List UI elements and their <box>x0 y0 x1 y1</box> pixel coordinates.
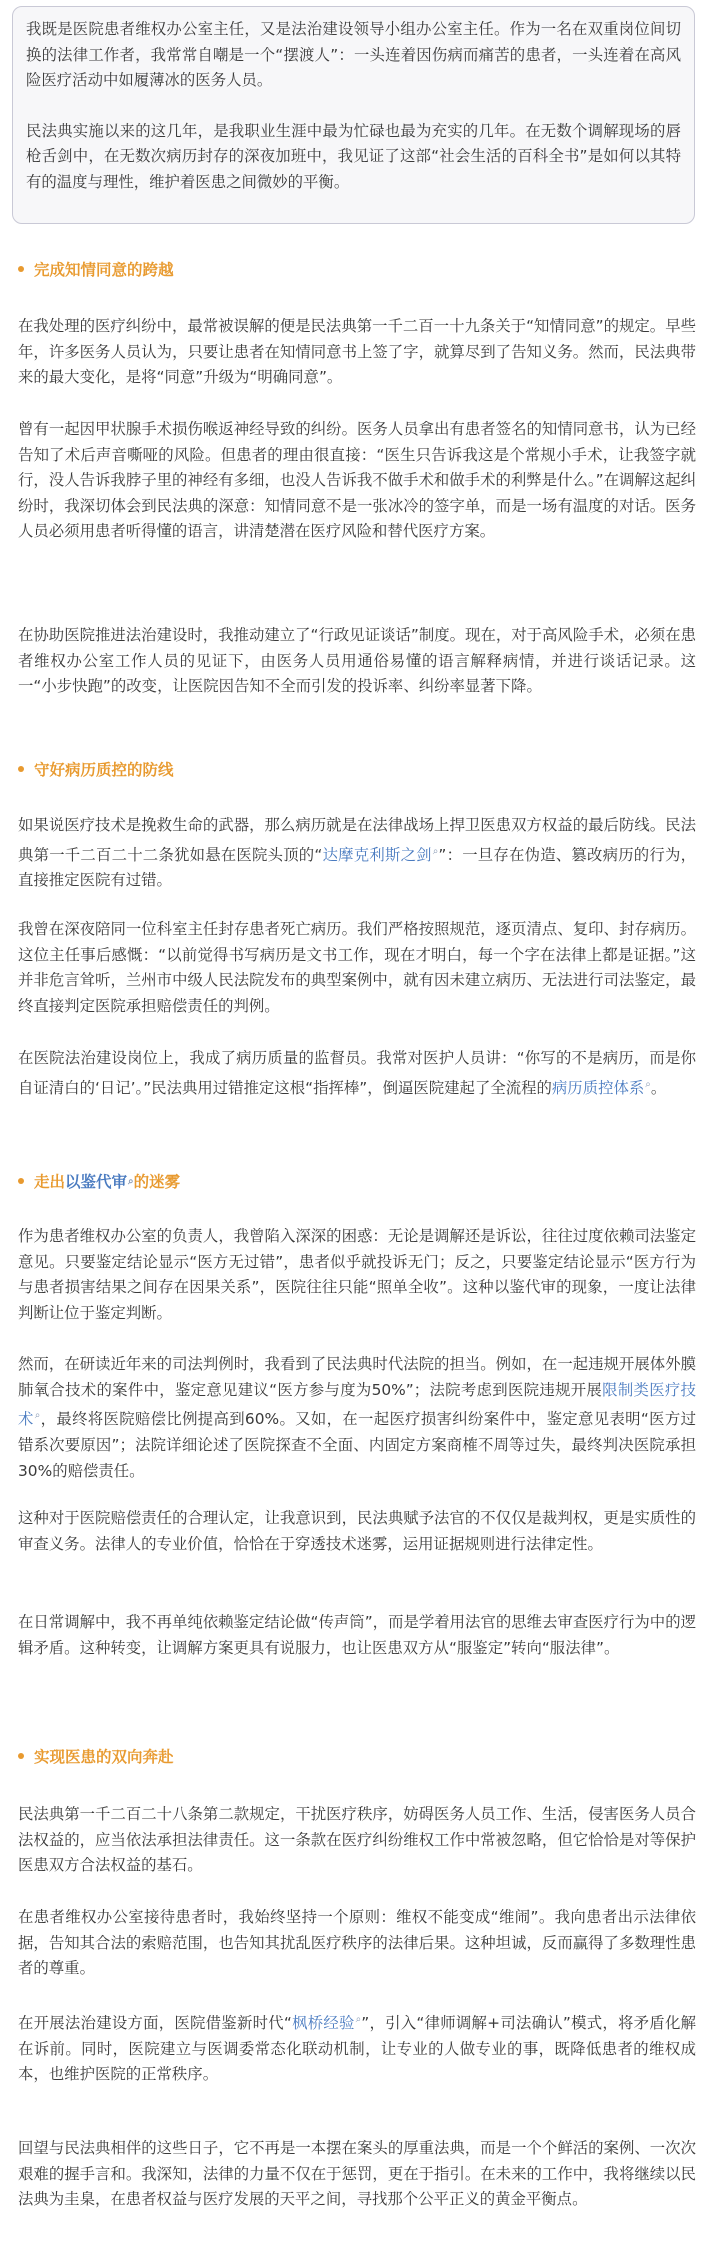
section-heading <box>18 1168 696 1194</box>
keyword-link[interactable]: 达摩克利斯之剑 <box>322 845 432 864</box>
bullet-dot <box>18 1753 24 1759</box>
paragraph-text: 我曾在深夜陪同一位科室主任封存患者死亡病历。我们严格按照规范，逐页清点、复印、封存病历。这位主任事后感慨：“以前觉得书写病历是文书工作，现在才明白，每一个字在法律上都是证据。”这并非危言耸听，兰州市中级人民法院发布的典型案例中，就有因未建立病历、无法进行司法鉴定，最终直接判定医院承担赔偿责任的判例。 <box>18 920 696 1015</box>
section-heading <box>18 1743 696 1769</box>
keyword-link[interactable]: 枫桥经验 <box>291 2014 355 2033</box>
paragraph-text: 在协助医院推进法治建设时，我推动建立了“行政见证谈话”制度。现在，对于高风险手术，必须在患者维权办公室工作人员的见证下，由医务人员用通俗易懂的语言解释病情，并进行谈话记录。这一“小步快跑”的改变，让医院因告知不全而引发的投诉率、纠纷率显著下降。 <box>18 626 696 696</box>
paragraph <box>18 1352 696 1484</box>
paragraph-text: 在日常调解中，我不再单纯依赖鉴定结论做“传声筒”，而是学着用法官的思维去审查医疗行为中的逻辑矛盾。这种转变，让调解方案更具有说服力，也让医患双方从“服鉴定”转向“服法律”。 <box>18 1613 696 1657</box>
paragraph-text: ”，引入“律师调解+司法确认”模式，将矛盾化解在诉前。同时，医院建立与医调委常态化联动机制，让专业的人做专业的事，既降低患者的维权成本，也维护医院的正常秩序。 <box>18 2014 696 2084</box>
section-heading <box>18 256 696 282</box>
intro-paragraph: 民法典实施以来的这几年，是我职业生涯中最为忙碌也最为充实的几年。在无数个调解现场的唇枪舌剑中，在无数次病历封存的深夜加班中，我见证了这部“社会生活的百科全书”是如何以其特有的温度与理性，维护着医患之间微妙的平衡。 <box>26 121 681 191</box>
intro-paragraph: 我既是医院患者维权办公室主任，又是法治建设领导小组办公室主任。作为一名在双重岗位间切换的法律工作者，我常常自嘲是一个“摆渡人”：一头连着因伤病而痛苦的患者，一头连着在高风险医疗活动中如履薄冰的医务人员。 <box>26 20 681 89</box>
paragraph-text: ，最终将医院赔偿比例提高到60%。又如，在一起医疗损害纠纷案件中，鉴定意见表明“医方过错系次要原因”；法院详细论述了医院探查不全面、内固定方案商榷不周等过失，最终判决医院承担30%的赔偿责任。 <box>18 1410 696 1480</box>
intro-box <box>12 6 695 224</box>
paragraph <box>18 314 696 391</box>
paragraph-text: 。 <box>650 1078 667 1097</box>
paragraph-text: 在医院法治建设岗位上，我成了病历质量的监督员。我常对医护人员讲：“你写的不是病历，而是你自证清白的‘日记’。”民法典用过错推定这根“指挥棒”，倒逼医院建起了全流程的 <box>18 1049 696 1097</box>
paragraph-text: 回望与民法典相伴的这些日子，它不再是一本摆在案头的厚重法典，而是一个个鲜活的案例、一次次艰难的握手言和。我深知，法律的力量不仅在于惩罚，更在于指引。在未来的工作中，我将继续以民法典为圭臬，在患者权益与医疗发展的天平之间，寻找那个公平正义的黄金平衡点。 <box>18 2139 696 2209</box>
paragraph-text: 然而，在研读近年来的司法判例时，我看到了民法典时代法院的担当。例如，在一起违规开展体外膜肺氧合技术的案件中，鉴定意见建议“医方参与度为50%”；法院考虑到医院违规开展 <box>18 1355 696 1399</box>
keyword-link[interactable]: 以鉴代审 <box>65 1173 128 1191</box>
search-icon[interactable]: ⌕ <box>645 1078 651 1090</box>
search-icon[interactable]: ⌕ <box>34 1410 41 1422</box>
paragraph <box>18 417 696 545</box>
paragraph <box>18 2007 696 2088</box>
search-icon[interactable]: ⌕ <box>432 845 439 857</box>
paragraph <box>18 623 696 700</box>
section-title: 守好病历质控的防线 <box>34 761 174 779</box>
paragraph <box>18 2136 696 2213</box>
paragraph-text: 在开展法治建设方面，医院借鉴新时代“ <box>18 2014 292 2033</box>
bullet-dot <box>18 766 24 772</box>
paragraph-text: 这种对于医院赔偿责任的合理认定，让我意识到，民法典赋予法官的不仅仅是裁判权，更是实质性的审查义务。法律人的专业价值，恰恰在于穿透技术迷雾，运用证据规则进行法律定性。 <box>18 1509 696 1553</box>
bullet-dot <box>18 266 24 272</box>
paragraph-text: 在患者维权办公室接待患者时，我始终坚持一个原则：维权不能变成“维闹”。我向患者出示法律依据，告知其合法的索赔范围，也告知其扰乱医疗秩序的法律后果。这种坦诚，反而赢得了多数理性患者的尊重。 <box>18 1908 696 1978</box>
paragraph <box>18 1224 696 1326</box>
section-heading <box>18 756 696 782</box>
paragraph <box>18 1802 696 1879</box>
paragraph-text: 如果说医疗技术是挽救生命的武器，那么病历就是在法律战场上捍卫医患双方权益的最后防线。民法典第一千二百二十二条犹如悬在医院头顶的“ <box>18 816 696 864</box>
paragraph <box>18 1905 696 1982</box>
section-title: 的迷雾 <box>133 1173 181 1191</box>
bullet-dot <box>18 1178 24 1184</box>
search-icon[interactable]: ⌕ <box>355 2014 362 2025</box>
search-icon[interactable]: ⌕ <box>128 1175 134 1187</box>
paragraph-text: 在我处理的医疗纠纷中，最常被误解的便是民法典第一千二百一十九条关于“知情同意”的规定。早些年，许多医务人员认为，只要让患者在知情同意书上签了字，就算尽到了告知义务。然而，民法典带来的最大变化，是将“同意”升级为“明确同意”。 <box>18 317 696 387</box>
keyword-link[interactable]: 限制类医疗技术 <box>18 1380 696 1429</box>
paragraph-text: 民法典第一千二百二十八条第二款规定，干扰医疗秩序，妨碍医务人员工作、生活，侵害医务人员合法权益的，应当依法承担法律责任。这一条款在医疗纠纷维权工作中常被忽略，但它恰恰是对等保护医患双方合法权益的基石。 <box>18 1805 696 1875</box>
paragraph <box>18 813 696 894</box>
paragraph <box>18 1046 696 1101</box>
section-title: 走出 <box>34 1173 66 1191</box>
section-title: 完成知情同意的跨越 <box>34 261 174 279</box>
paragraph <box>18 1506 696 1557</box>
section-title: 实现医患的双向奔赴 <box>34 1748 174 1766</box>
paragraph <box>18 917 696 1019</box>
keyword-link[interactable]: 病历质控体系 <box>551 1078 645 1097</box>
paragraph-text: 曾有一起因甲状腺手术损伤喉返神经导致的纠纷。医务人员拿出有患者签名的知情同意书，认为已经告知了术后声音嘶哑的风险。但患者的理由很直接：“医生只告诉我这是个常规小手术，让我签字就行，没人告诉我脖子里的神经有多细，也没人告诉我不做手术和做手术的利弊是什么。”在调解这起纠纷时，我深切体会到民法典的深意：知情同意不是一张冰冷的签字单，而是一场有温度的对话。医务人员必须用患者听得懂的语言，讲清楚潜在医疗风险和替代医疗方案。 <box>18 420 696 541</box>
paragraph-text: 作为患者维权办公室的负责人，我曾陷入深深的困惑：无论是调解还是诉讼，往往过度依赖司法鉴定意见。只要鉴定结论显示“医方无过错”，患者似乎就投诉无门；反之，只要鉴定结论显示“医方行为与患者损害结果之间存在因果关系”，医院往往只能“照单全收”。这种以鉴代审的现象，一度让法律判断让位于鉴定判断。 <box>18 1227 696 1322</box>
paragraph <box>18 1610 696 1661</box>
paragraph-text: ”：一旦存在伪造、篡改病历的行为，直接推定医院有过错。 <box>18 845 696 890</box>
